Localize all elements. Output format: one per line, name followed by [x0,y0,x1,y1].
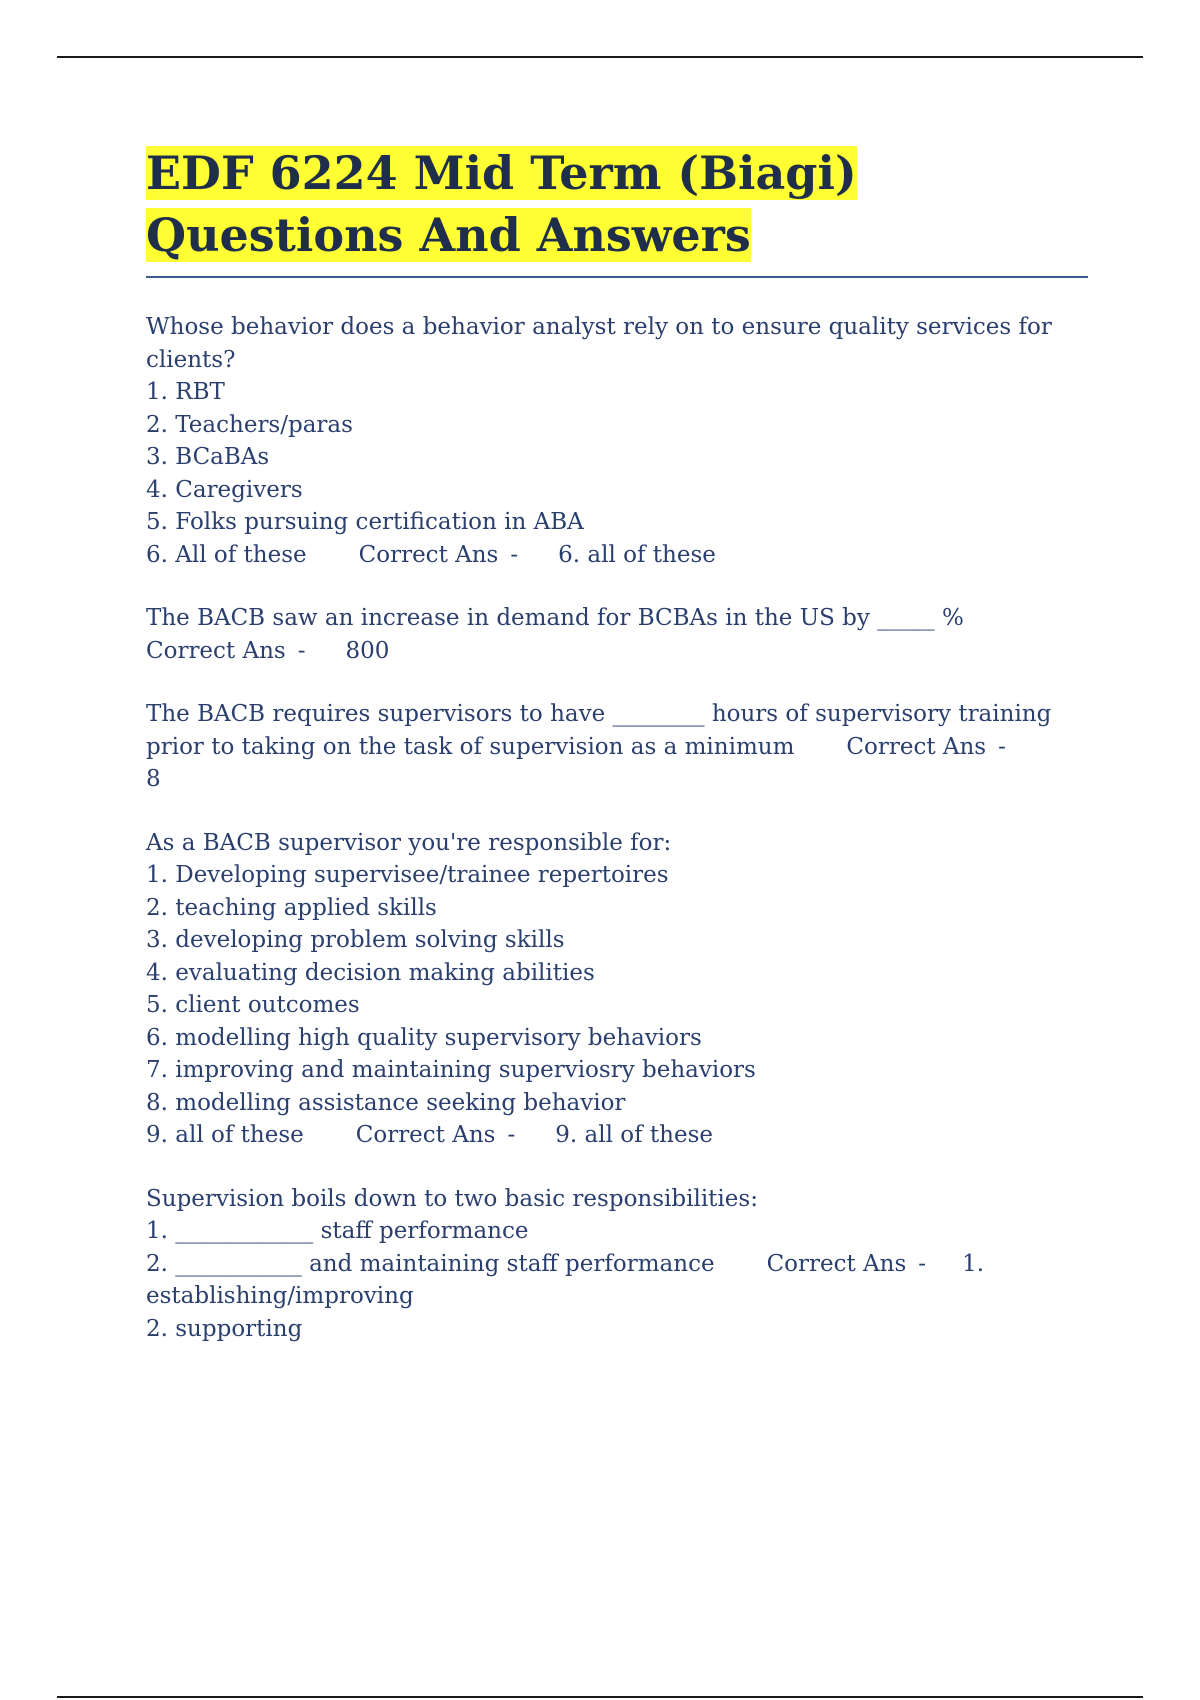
answer-option: 2. Teachers/paras [146,411,353,438]
answer-option: 1. ____________ staff performance [146,1218,529,1244]
correct-answer-label: Correct Ans [766,1250,907,1277]
correct-answer: establishing/improving [146,1283,414,1309]
correct-answer: 1. [962,1250,985,1277]
correct-answer-label: Correct Ans [146,637,286,664]
question-item [146,602,1090,667]
title-underline [146,276,1088,278]
answer-option: 2. teaching applied skills [146,894,437,921]
page-top-rule [57,56,1143,58]
answer-option: 6. modelling high quality supervisory behaviors [146,1024,702,1051]
document-body [146,142,1090,1376]
answer-option: 9. all of these [146,1122,304,1148]
answer-option: 3. BCaBAs [146,444,270,470]
answer-option: 7. improving and maintaining superviosry behaviors [146,1057,756,1083]
answer-option: 8. modelling assistance seeking behavior [146,1089,626,1116]
answer-separator: - [507,1122,516,1148]
question-prompt: Whose behavior does a behavior analyst rely on to ensure quality services for clients? [146,314,1052,373]
answer-separator: - [297,637,306,664]
question-item [146,698,1090,796]
answer-option: 4. evaluating decision making abilities [146,959,595,986]
answer-separator: - [998,733,1006,760]
question-prompt: The BACB saw an increase in demand for BCBAs in the US by _____ % [146,605,964,631]
answer-option: 5. client outcomes [146,992,360,1018]
correct-answer-label: Correct Ans [358,541,499,568]
question-item [146,311,1090,571]
answer-option: 5. Folks pursuing certification in ABA [146,509,584,535]
question-prompt: The BACB requires supervisors to have ________ hours of supervisory training prior to taking on the task of supervision as a minimum [146,701,1052,760]
correct-answer-label: Correct Ans [355,1122,496,1148]
question-item [146,1183,1090,1346]
answer-line [146,635,1090,668]
answer-line [146,1248,1090,1281]
answer-separator: - [918,1250,927,1277]
correct-answer: 9. all of these [555,1122,713,1148]
correct-answer: 2. supporting [146,1315,303,1342]
answer-option: 3. developing problem solving skills [146,927,565,953]
answer-separator: - [510,541,519,568]
answer-option: 4. Caregivers [146,476,303,503]
page-bottom-rule [57,1696,1143,1698]
answer-line [146,1119,1090,1152]
question-list [146,311,1090,1345]
question-prompt: Supervision boils down to two basic responsibilities: [146,1185,758,1212]
answer-line [146,539,1090,572]
answer-option: 1. Developing supervisee/trainee repertoires [146,862,669,888]
answer-option: 1. RBT [146,379,225,405]
answer-option: 6. All of these [146,541,307,568]
document-title-text: EDF 6224 Mid Term (Biagi) Questions And Answers [146,146,857,262]
correct-answer: 800 [345,637,390,664]
question-item [146,827,1090,1152]
correct-answer: 8 [146,766,161,792]
answer-option: 2. ___________ and maintaining staff performance [146,1250,715,1277]
correct-answer-label: Correct Ans [846,733,987,760]
question-prompt: As a BACB supervisor you're responsible for: [146,829,672,856]
correct-answer: 6. all of these [558,541,716,568]
document-title [146,142,1090,266]
